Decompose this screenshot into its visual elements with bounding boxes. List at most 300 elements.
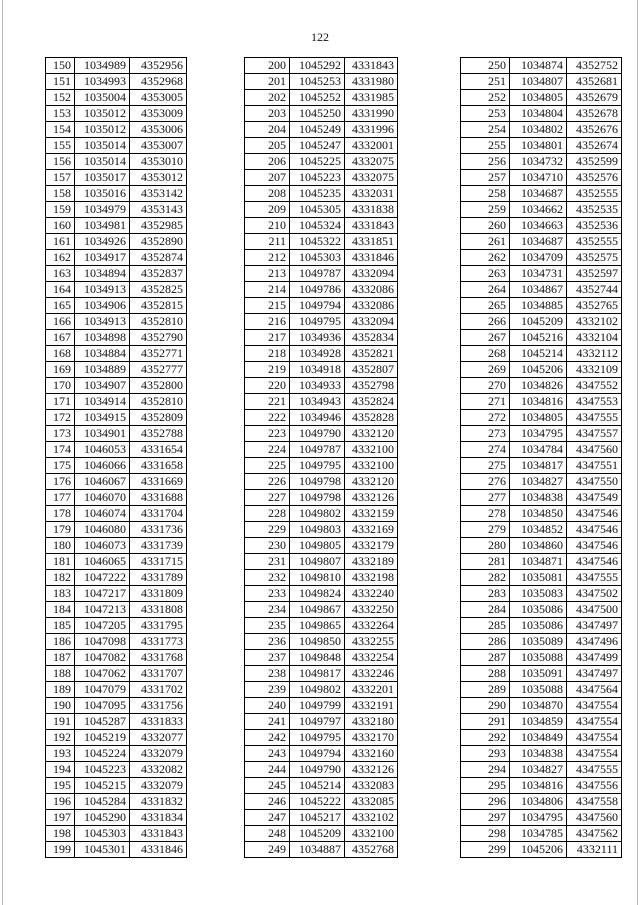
x-coordinate-cell: 1034874 <box>510 58 567 74</box>
x-coordinate-cell: 1046053 <box>75 442 130 458</box>
table-row <box>461 714 622 730</box>
table-row <box>245 762 398 778</box>
x-coordinate-cell: 1034906 <box>75 298 130 314</box>
table-row <box>46 170 187 186</box>
x-coordinate-cell: 1045247 <box>290 138 345 154</box>
table-row <box>46 810 187 826</box>
y-coordinate-cell: 4332075 <box>345 154 398 170</box>
table-row <box>461 426 622 442</box>
y-coordinate-cell: 4332094 <box>345 314 398 330</box>
table-row <box>245 442 398 458</box>
x-coordinate-cell: 1049865 <box>290 618 345 634</box>
x-coordinate-cell: 1034901 <box>75 426 130 442</box>
point-number-cell: 150 <box>46 58 75 74</box>
y-coordinate-cell: 4352752 <box>567 58 622 74</box>
table-row <box>245 202 398 218</box>
x-coordinate-cell: 1034731 <box>510 266 567 282</box>
x-coordinate-cell: 1035014 <box>75 138 130 154</box>
y-coordinate-cell: 4331707 <box>130 666 187 682</box>
x-coordinate-cell: 1045215 <box>75 778 130 794</box>
point-number-cell: 232 <box>245 570 290 586</box>
y-coordinate-cell: 4332100 <box>345 442 398 458</box>
x-coordinate-cell: 1049867 <box>290 602 345 618</box>
y-coordinate-cell: 4347554 <box>567 698 622 714</box>
x-coordinate-cell: 1034805 <box>510 410 567 426</box>
table-row <box>46 154 187 170</box>
table-row <box>245 266 398 282</box>
table-row <box>245 586 398 602</box>
point-number-cell: 249 <box>245 842 290 858</box>
y-coordinate-cell: 4331843 <box>130 826 187 842</box>
table-row <box>245 682 398 698</box>
table-row <box>46 778 187 794</box>
point-number-cell: 214 <box>245 282 290 298</box>
point-number-cell: 287 <box>461 650 510 666</box>
y-coordinate-cell: 4352821 <box>345 346 398 362</box>
table-row <box>245 394 398 410</box>
x-coordinate-cell: 1045303 <box>290 250 345 266</box>
x-coordinate-cell: 1047222 <box>75 570 130 586</box>
x-coordinate-cell: 1034785 <box>510 826 567 842</box>
y-coordinate-cell: 4352890 <box>130 234 187 250</box>
x-coordinate-cell: 1034732 <box>510 154 567 170</box>
y-coordinate-cell: 4332250 <box>345 602 398 618</box>
y-coordinate-cell: 4332100 <box>345 826 398 842</box>
table-row <box>245 778 398 794</box>
point-number-cell: 213 <box>245 266 290 282</box>
x-coordinate-cell: 1034889 <box>75 362 130 378</box>
x-coordinate-cell: 1034918 <box>290 362 345 378</box>
point-number-cell: 264 <box>461 282 510 298</box>
y-coordinate-cell: 4332086 <box>345 298 398 314</box>
y-coordinate-cell: 4352535 <box>567 202 622 218</box>
table-row <box>245 74 398 90</box>
table-row <box>461 218 622 234</box>
x-coordinate-cell: 1034870 <box>510 698 567 714</box>
point-number-cell: 222 <box>245 410 290 426</box>
x-coordinate-cell: 1045209 <box>510 314 567 330</box>
y-coordinate-cell: 4332264 <box>345 618 398 634</box>
x-coordinate-cell: 1035004 <box>75 90 130 106</box>
point-number-cell: 224 <box>245 442 290 458</box>
y-coordinate-cell: 4353143 <box>130 202 187 218</box>
y-coordinate-cell: 4332198 <box>345 570 398 586</box>
table-row <box>461 330 622 346</box>
x-coordinate-cell: 1045206 <box>510 362 567 378</box>
x-coordinate-cell: 1034917 <box>75 250 130 266</box>
table-row <box>245 650 398 666</box>
table-row <box>46 522 187 538</box>
table-row <box>461 138 622 154</box>
point-number-cell: 192 <box>46 730 75 746</box>
table-row <box>461 650 622 666</box>
table-row <box>245 730 398 746</box>
x-coordinate-cell: 1034687 <box>510 186 567 202</box>
x-coordinate-cell: 1034838 <box>510 490 567 506</box>
x-coordinate-cell: 1045214 <box>510 346 567 362</box>
x-coordinate-cell: 1035088 <box>510 682 567 698</box>
y-coordinate-cell: 4331843 <box>345 58 398 74</box>
x-coordinate-cell: 1035089 <box>510 634 567 650</box>
point-number-cell: 219 <box>245 362 290 378</box>
point-number-cell: 210 <box>245 218 290 234</box>
x-coordinate-cell: 1049790 <box>290 762 345 778</box>
y-coordinate-cell: 4332120 <box>345 474 398 490</box>
point-number-cell: 207 <box>245 170 290 186</box>
table-row <box>245 666 398 682</box>
point-number-cell: 282 <box>461 570 510 586</box>
x-coordinate-cell: 1045322 <box>290 234 345 250</box>
x-coordinate-cell: 1049797 <box>290 714 345 730</box>
table-row <box>461 730 622 746</box>
y-coordinate-cell: 4352777 <box>130 362 187 378</box>
point-number-cell: 252 <box>461 90 510 106</box>
x-coordinate-cell: 1049802 <box>290 506 345 522</box>
y-coordinate-cell: 4331833 <box>130 714 187 730</box>
table-row <box>46 538 187 554</box>
table-row <box>245 602 398 618</box>
y-coordinate-cell: 4347502 <box>567 586 622 602</box>
point-number-cell: 175 <box>46 458 75 474</box>
x-coordinate-cell: 1034710 <box>510 170 567 186</box>
point-number-cell: 299 <box>461 842 510 858</box>
y-coordinate-cell: 4352555 <box>567 234 622 250</box>
y-coordinate-cell: 4352968 <box>130 74 187 90</box>
point-number-cell: 258 <box>461 186 510 202</box>
y-coordinate-cell: 4353005 <box>130 90 187 106</box>
point-number-cell: 229 <box>245 522 290 538</box>
page-edge-right <box>637 0 638 905</box>
point-number-cell: 244 <box>245 762 290 778</box>
point-number-cell: 169 <box>46 362 75 378</box>
y-coordinate-cell: 4332120 <box>345 426 398 442</box>
y-coordinate-cell: 4332112 <box>567 346 622 362</box>
table-row <box>461 282 622 298</box>
table-row <box>46 330 187 346</box>
x-coordinate-cell: 1034859 <box>510 714 567 730</box>
table-row <box>461 586 622 602</box>
table-row <box>245 234 398 250</box>
point-number-cell: 238 <box>245 666 290 682</box>
y-coordinate-cell: 4352798 <box>345 378 398 394</box>
y-coordinate-cell: 4347560 <box>567 810 622 826</box>
table-row <box>46 762 187 778</box>
point-number-cell: 223 <box>245 426 290 442</box>
table-row <box>46 570 187 586</box>
x-coordinate-cell: 1035014 <box>75 154 130 170</box>
x-coordinate-cell: 1045287 <box>75 714 130 730</box>
table-row <box>46 698 187 714</box>
y-coordinate-cell: 4331658 <box>130 458 187 474</box>
y-coordinate-cell: 4347558 <box>567 794 622 810</box>
x-coordinate-cell: 1045235 <box>290 186 345 202</box>
x-coordinate-cell: 1049798 <box>290 474 345 490</box>
point-number-cell: 235 <box>245 618 290 634</box>
point-number-cell: 218 <box>245 346 290 362</box>
point-number-cell: 248 <box>245 826 290 842</box>
y-coordinate-cell: 4332079 <box>130 778 187 794</box>
point-number-cell: 187 <box>46 650 75 666</box>
y-coordinate-cell: 4331704 <box>130 506 187 522</box>
x-coordinate-cell: 1034817 <box>510 458 567 474</box>
table-row <box>245 842 398 858</box>
x-coordinate-cell: 1034816 <box>510 778 567 794</box>
point-number-cell: 202 <box>245 90 290 106</box>
x-coordinate-cell: 1034884 <box>75 346 130 362</box>
table-row <box>245 218 398 234</box>
table-row <box>461 234 622 250</box>
table-row <box>461 250 622 266</box>
x-coordinate-cell: 1049802 <box>290 682 345 698</box>
point-number-cell: 179 <box>46 522 75 538</box>
coordinates-table-3 <box>460 57 622 858</box>
table-row <box>46 682 187 698</box>
point-number-cell: 156 <box>46 154 75 170</box>
table-row <box>245 298 398 314</box>
point-number-cell: 206 <box>245 154 290 170</box>
y-coordinate-cell: 4331846 <box>130 842 187 858</box>
x-coordinate-cell: 1045219 <box>75 730 130 746</box>
table-row <box>461 106 622 122</box>
y-coordinate-cell: 4347546 <box>567 506 622 522</box>
x-coordinate-cell: 1046080 <box>75 522 130 538</box>
x-coordinate-cell: 1034795 <box>510 810 567 826</box>
point-number-cell: 253 <box>461 106 510 122</box>
x-coordinate-cell: 1034914 <box>75 394 130 410</box>
x-coordinate-cell: 1034801 <box>510 138 567 154</box>
x-coordinate-cell: 1045253 <box>290 74 345 90</box>
point-number-cell: 231 <box>245 554 290 570</box>
y-coordinate-cell: 4332001 <box>345 138 398 154</box>
y-coordinate-cell: 4331795 <box>130 618 187 634</box>
x-coordinate-cell: 1049850 <box>290 634 345 650</box>
table-row <box>46 826 187 842</box>
table-row <box>46 426 187 442</box>
x-coordinate-cell: 1049848 <box>290 650 345 666</box>
table-row <box>461 762 622 778</box>
point-number-cell: 263 <box>461 266 510 282</box>
point-number-cell: 185 <box>46 618 75 634</box>
point-number-cell: 199 <box>46 842 75 858</box>
y-coordinate-cell: 4352678 <box>567 106 622 122</box>
y-coordinate-cell: 4352575 <box>567 250 622 266</box>
y-coordinate-cell: 4352771 <box>130 346 187 362</box>
point-number-cell: 173 <box>46 426 75 442</box>
y-coordinate-cell: 4332201 <box>345 682 398 698</box>
table-row <box>461 378 622 394</box>
point-number-cell: 265 <box>461 298 510 314</box>
table-row <box>461 474 622 490</box>
y-coordinate-cell: 4352828 <box>345 410 398 426</box>
x-coordinate-cell: 1034943 <box>290 394 345 410</box>
point-number-cell: 158 <box>46 186 75 202</box>
y-coordinate-cell: 4332109 <box>567 362 622 378</box>
point-number-cell: 221 <box>245 394 290 410</box>
table-row <box>245 746 398 762</box>
y-coordinate-cell: 4353007 <box>130 138 187 154</box>
point-number-cell: 189 <box>46 682 75 698</box>
table-row <box>245 186 398 202</box>
y-coordinate-cell: 4347500 <box>567 602 622 618</box>
x-coordinate-cell: 1034867 <box>510 282 567 298</box>
y-coordinate-cell: 4331739 <box>130 538 187 554</box>
table-row <box>461 602 622 618</box>
table-row <box>461 122 622 138</box>
point-number-cell: 277 <box>461 490 510 506</box>
table-row <box>461 810 622 826</box>
x-coordinate-cell: 1035088 <box>510 650 567 666</box>
table-row <box>46 410 187 426</box>
y-coordinate-cell: 4332240 <box>345 586 398 602</box>
x-coordinate-cell: 1045209 <box>290 826 345 842</box>
x-coordinate-cell: 1034807 <box>510 74 567 90</box>
table-row <box>245 106 398 122</box>
point-number-cell: 274 <box>461 442 510 458</box>
table-row <box>245 810 398 826</box>
point-number-cell: 152 <box>46 90 75 106</box>
x-coordinate-cell: 1034907 <box>75 378 130 394</box>
x-coordinate-cell: 1045214 <box>290 778 345 794</box>
y-coordinate-cell: 4352597 <box>567 266 622 282</box>
table-row <box>461 154 622 170</box>
x-coordinate-cell: 1034913 <box>75 314 130 330</box>
x-coordinate-cell: 1046066 <box>75 458 130 474</box>
y-coordinate-cell: 4332104 <box>567 330 622 346</box>
table-row <box>46 618 187 634</box>
point-number-cell: 226 <box>245 474 290 490</box>
y-coordinate-cell: 4332246 <box>345 666 398 682</box>
y-coordinate-cell: 4331669 <box>130 474 187 490</box>
x-coordinate-cell: 1047098 <box>75 634 130 650</box>
y-coordinate-cell: 4332169 <box>345 522 398 538</box>
point-number-cell: 292 <box>461 730 510 746</box>
x-coordinate-cell: 1046067 <box>75 474 130 490</box>
point-number-cell: 209 <box>245 202 290 218</box>
x-coordinate-cell: 1046074 <box>75 506 130 522</box>
point-number-cell: 242 <box>245 730 290 746</box>
y-coordinate-cell: 4331768 <box>130 650 187 666</box>
y-coordinate-cell: 4352834 <box>345 330 398 346</box>
x-coordinate-cell: 1049803 <box>290 522 345 538</box>
y-coordinate-cell: 4347557 <box>567 426 622 442</box>
y-coordinate-cell: 4347546 <box>567 522 622 538</box>
point-number-cell: 294 <box>461 762 510 778</box>
x-coordinate-cell: 1034926 <box>75 234 130 250</box>
point-number-cell: 178 <box>46 506 75 522</box>
point-number-cell: 225 <box>245 458 290 474</box>
table-row <box>245 138 398 154</box>
y-coordinate-cell: 4352744 <box>567 282 622 298</box>
point-number-cell: 168 <box>46 346 75 362</box>
x-coordinate-cell: 1034827 <box>510 762 567 778</box>
y-coordinate-cell: 4332255 <box>345 634 398 650</box>
table-row <box>46 474 187 490</box>
x-coordinate-cell: 1034933 <box>290 378 345 394</box>
y-coordinate-cell: 4347560 <box>567 442 622 458</box>
point-number-cell: 296 <box>461 794 510 810</box>
x-coordinate-cell: 1047062 <box>75 666 130 682</box>
point-number-cell: 190 <box>46 698 75 714</box>
point-number-cell: 286 <box>461 634 510 650</box>
point-number-cell: 208 <box>245 186 290 202</box>
table-row <box>245 282 398 298</box>
y-coordinate-cell: 4347554 <box>567 730 622 746</box>
x-coordinate-cell: 1045222 <box>290 794 345 810</box>
y-coordinate-cell: 4352809 <box>130 410 187 426</box>
y-coordinate-cell: 4352790 <box>130 330 187 346</box>
point-number-cell: 220 <box>245 378 290 394</box>
x-coordinate-cell: 1035086 <box>510 602 567 618</box>
table-row <box>461 346 622 362</box>
y-coordinate-cell: 4352599 <box>567 154 622 170</box>
point-number-cell: 270 <box>461 378 510 394</box>
y-coordinate-cell: 4332254 <box>345 650 398 666</box>
point-number-cell: 271 <box>461 394 510 410</box>
y-coordinate-cell: 4332189 <box>345 554 398 570</box>
y-coordinate-cell: 4347562 <box>567 826 622 842</box>
x-coordinate-cell: 1049795 <box>290 314 345 330</box>
x-coordinate-cell: 1045303 <box>75 826 130 842</box>
x-coordinate-cell: 1049795 <box>290 458 345 474</box>
y-coordinate-cell: 4352679 <box>567 90 622 106</box>
table-row <box>245 378 398 394</box>
point-number-cell: 233 <box>245 586 290 602</box>
x-coordinate-cell: 1034802 <box>510 122 567 138</box>
table-row <box>46 282 187 298</box>
point-number-cell: 201 <box>245 74 290 90</box>
point-number-cell: 153 <box>46 106 75 122</box>
point-number-cell: 216 <box>245 314 290 330</box>
point-number-cell: 285 <box>461 618 510 634</box>
point-number-cell: 251 <box>461 74 510 90</box>
table-row <box>46 442 187 458</box>
y-coordinate-cell: 4332085 <box>345 794 398 810</box>
y-coordinate-cell: 4331736 <box>130 522 187 538</box>
table-row <box>461 746 622 762</box>
x-coordinate-cell: 1034860 <box>510 538 567 554</box>
y-coordinate-cell: 4332126 <box>345 490 398 506</box>
x-coordinate-cell: 1034913 <box>75 282 130 298</box>
table-row <box>245 346 398 362</box>
point-number-cell: 155 <box>46 138 75 154</box>
point-number-cell: 161 <box>46 234 75 250</box>
point-number-cell: 166 <box>46 314 75 330</box>
table-row <box>46 234 187 250</box>
point-number-cell: 257 <box>461 170 510 186</box>
x-coordinate-cell: 1047217 <box>75 586 130 602</box>
y-coordinate-cell: 4331789 <box>130 570 187 586</box>
point-number-cell: 154 <box>46 122 75 138</box>
table-row <box>245 506 398 522</box>
y-coordinate-cell: 4347555 <box>567 410 622 426</box>
table-row <box>46 506 187 522</box>
x-coordinate-cell: 1035012 <box>75 106 130 122</box>
x-coordinate-cell: 1035091 <box>510 666 567 682</box>
x-coordinate-cell: 1045290 <box>75 810 130 826</box>
y-coordinate-cell: 4352985 <box>130 218 187 234</box>
point-number-cell: 288 <box>461 666 510 682</box>
x-coordinate-cell: 1034849 <box>510 730 567 746</box>
point-number-cell: 246 <box>245 794 290 810</box>
x-coordinate-cell: 1047082 <box>75 650 130 666</box>
y-coordinate-cell: 4331846 <box>345 250 398 266</box>
y-coordinate-cell: 4347552 <box>567 378 622 394</box>
table-row <box>461 490 622 506</box>
y-coordinate-cell: 4331996 <box>345 122 398 138</box>
table-row <box>245 58 398 74</box>
y-coordinate-cell: 4331808 <box>130 602 187 618</box>
table-row <box>461 202 622 218</box>
